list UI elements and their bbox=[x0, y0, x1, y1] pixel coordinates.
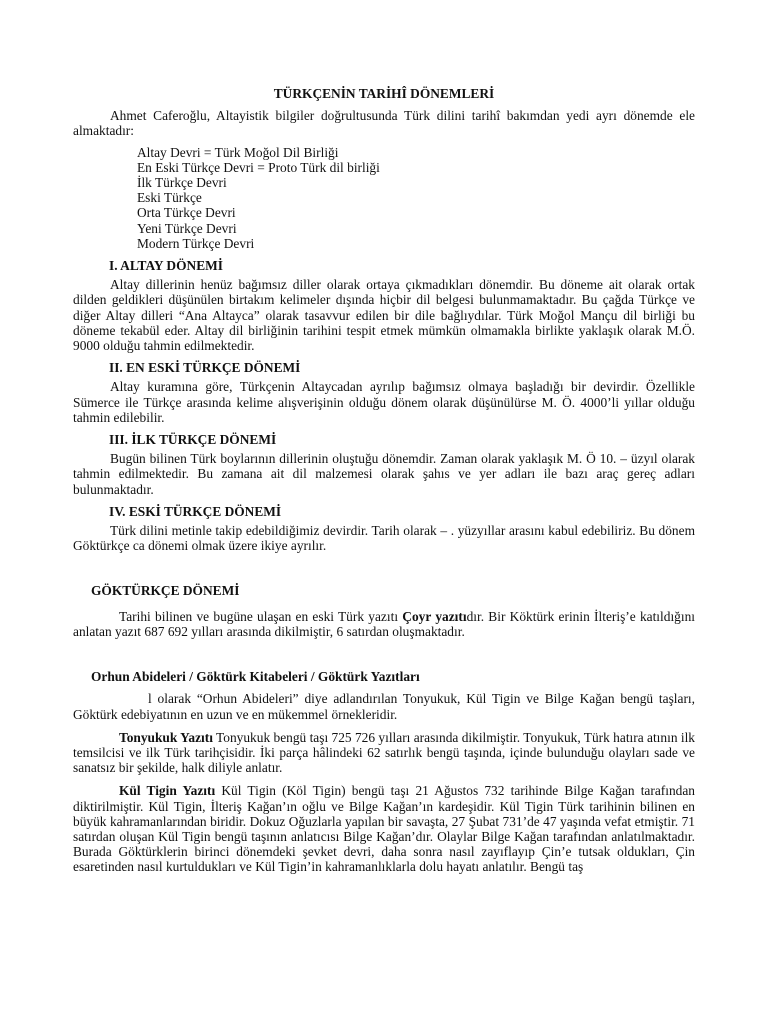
page-title: TÜRKÇENİN TARİHÎ DÖNEMLERİ bbox=[273, 86, 495, 101]
section-heading-gokturkce: GÖKTÜRKÇE DÖNEMİ bbox=[91, 583, 240, 599]
list-item: Yeni Türkçe Devri bbox=[137, 220, 237, 236]
tonyukuk-paragraph bbox=[73, 730, 695, 776]
kultigin-label: Kül Tigin Yazıtı bbox=[119, 783, 216, 799]
section-text-orhun: l olarak “Orhun Abideleri” diye adlandırılan Tonyukuk, Kül Tigin ve Bilge Kağan bengü taşları, Göktürk edebiyatının en uzun ve en mükemmel örnekleridir. bbox=[73, 691, 695, 722]
list-item: Modern Türkçe Devri bbox=[137, 235, 255, 251]
section-text-eski: Türk dilini metinle takip edebildiğimiz devirdir. Tarih olarak – . yüzyıllar arasını kabul edebiliriz. Bu dönem Göktürkçe ca dönemi olmak üzere ikiye ayrılır. bbox=[73, 523, 695, 554]
list-item: Orta Türkçe Devri bbox=[137, 205, 236, 221]
section-text-gokturkce bbox=[73, 609, 695, 639]
gokturk-text-post: dır. Bir Köktürk erinin İlteriş’e katıldığını anlatan yazıt 687 692 yılları arasında dikilmiştir, 6 satırdan oluşmaktadır. bbox=[73, 608, 695, 639]
section-text-en-eski: Altay kuramına göre, Türkçenin Altaycadan ayrılıp bağımsız olmaya başladığı bir devirdir. Özellikle Sümerce ile Türkçe arasında kelime alışverişinin olduğu dönem olarak düşünülürse M. Ö. 4000’li yıllar olduğu tahmin edilebilir. bbox=[73, 379, 695, 425]
section-heading-orhun: Orhun Abideleri / Göktürk Kitabeleri / Göktürk Yazıtları bbox=[91, 669, 420, 685]
tonyukuk-text: Tonyukuk bengü taşı 725 726 yılları arasında dikilmiştir. Tonyukuk, Türk hatıra atının ilk temsilcisi ve ilk Türk tarihçisidir. İki parça hâlindeki 62 satırlık bengü taşında, içinde bulunduğu olayları sade ve sanatsız bir şekilde, halk diliyle anlatır. bbox=[73, 729, 696, 776]
section-text-altay: Altay dillerinin henüz bağımsız diller olarak ortaya çıkmadıkları dönemdir. Bu döneme ait olarak ortak dilden geldikleri düşünülen birtakım kelimeler dışında hiçbir dil belgesi bulunmamaktadır. Bu çağda Türkçe ve diğer Altay dilleri “Ana Altayca” olarak tasavvur edilen bir dile bağlıydılar. Türk Moğol Mançu dil birliği bu döneme tekabül eder. Altay dil birliğinin tarihini tespit etmek mümkün olmamakla birlikte yaklaşık olarak M.Ö. 9000 olduğu tahmin edilmektedir. bbox=[73, 277, 695, 354]
section-heading-eski: IV. ESKİ TÜRKÇE DÖNEMİ bbox=[109, 503, 282, 519]
kultigin-paragraph bbox=[73, 783, 695, 874]
tonyukuk-label: Tonyukuk Yazıtı bbox=[119, 729, 213, 745]
section-heading-en-eski: II. EN ESKİ TÜRKÇE DÖNEMİ bbox=[109, 360, 301, 376]
period-list bbox=[137, 145, 695, 251]
section-heading-altay: I. ALTAY DÖNEMİ bbox=[109, 258, 223, 274]
section-heading-ilk: III. İLK TÜRKÇE DÖNEMİ bbox=[109, 432, 277, 448]
kultigin-text: Kül Tigin (Köl Tigin) bengü taşı 21 Ağustos 732 tarihinde Bilge Kağan tarafından diktirilmiştir. Kül Tigin, İlteriş Kağan’ın oğlu ve Bilge Kağan’ın kardeşidir. Kül Tigin Türk tarihinin bilinen en büyük kahramanlarından biridir. Dokuz Oğuzlarla yapılan bir savaşta, 27 Şubat 731’de 47 yaşında vefat etmiştir. 71 satırdan oluşan Kül Tigin bengü taşının anlatıcısı Bilge Kağan’dır. Olaylar Bilge Kağan tarafından anlatılmaktadır. Burada Göktürklerin birinci dönemdeki şevket devri, daha sonra nasıl zayıflayıp Çin’e tutsak oldukları, Çin esaretinden nasıl kurtuldukları ve Kül Tigin’in kahramanlıklarla dolu hayatı anlatılır. Bengü taş bbox=[73, 783, 695, 875]
gokturk-text-pre: Tarihi bilinen ve bugüne ulaşan en eski Türk yazıtı bbox=[119, 608, 403, 624]
document-page bbox=[73, 86, 695, 875]
list-item: İlk Türkçe Devri bbox=[137, 175, 227, 191]
list-item: Altay Devri = Türk Moğol Dil Birliği bbox=[137, 144, 339, 160]
list-item: Eski Türkçe bbox=[137, 190, 202, 206]
section-text-ilk: Bugün bilinen Türk boylarının dillerinin oluştuğu dönemdir. Zaman olarak yaklaşık M. Ö 10. – üzyıl olarak tahmin edilmektedir. Bu zamana ait dil malzemesi olarak şahıs ve yer adları ile bazı araç gereç adları bulunmaktadır. bbox=[73, 451, 695, 497]
coyr-yaziti-term: Çoyr yazıtı bbox=[402, 608, 467, 624]
list-item: En Eski Türkçe Devri = Proto Türk dil birliği bbox=[137, 159, 380, 175]
intro-paragraph: Ahmet Caferoğlu, Altayistik bilgiler doğrultusunda Türk dilini tarihî bakımdan yedi ayrı dönemde ele almaktadır: bbox=[73, 108, 695, 139]
